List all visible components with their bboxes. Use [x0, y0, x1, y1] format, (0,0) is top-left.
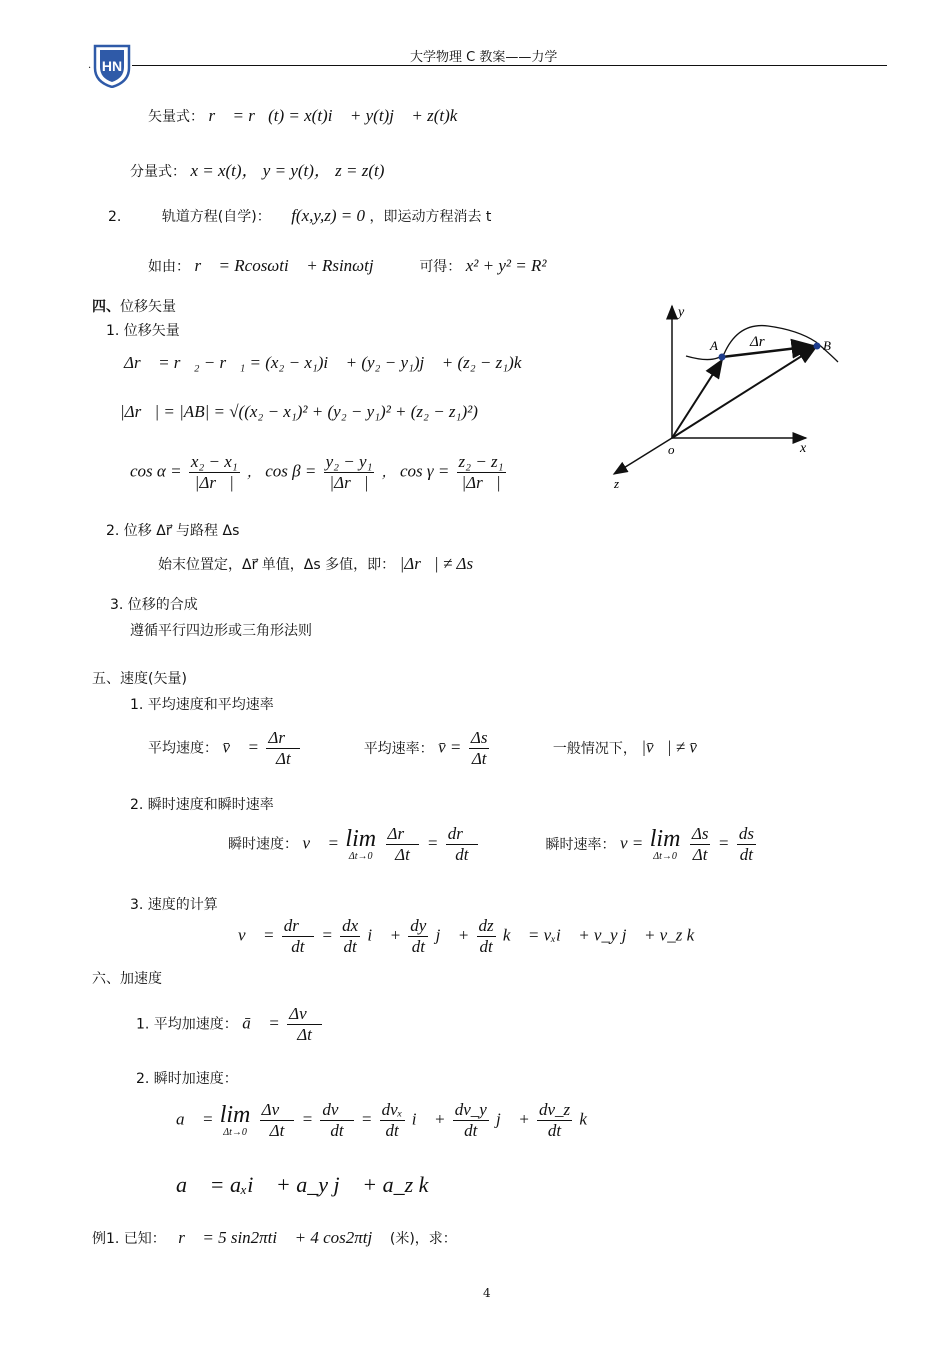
cos-beta-fraction: $\frac{\text{y₂ − y₁}}{|\Delta r⃗|}$ [325, 452, 373, 492]
section-4-item-1: 1. 位移矢量 [106, 323, 180, 339]
delta-r-equation: Δr⃗ = r⃗₂ − r⃗₁ = (x₂ − x₁)i⃗ + (y₂ − y₁)j⃗ + (z₂ − z₁)k⃗ [124, 353, 535, 372]
instantaneous-acceleration-line: a⃗ = lim Δt→0 $\frac{\Delta v⃗}{\Delta t}$ = $\frac{dv⃗}{dt}$ = $\frac{\text{dvₓ}}{dt}$ i⃗ + $\frac{dv\_y}{dt}$ j⃗ + $\frac{dv\_z}{dt}$ k⃗ [176, 1100, 601, 1140]
delta-r-label: Δr⃗ [750, 334, 777, 350]
average-velocity-line: 平均速度： v̄⃗ = $\frac{\Delta r⃗}{\Delta t}$ 平均速率： v̄ = $\frac{\Delta s}{\Delta t}$ 一般情况下， |v̄⃗| ≠ v̄ [148, 728, 697, 768]
section-4-item-2: 2. 位移 Δr⃗ 与路程 Δs [106, 523, 240, 539]
b-label: B [823, 338, 831, 353]
section-6-title: 六、加速度 [92, 971, 162, 987]
section-5-item-1: 1. 平均速度和平均速率 [130, 697, 274, 713]
average-acceleration-line: 1. 平均加速度： ā⃗ = $\frac{\Delta v⃗}{\Delta t}$ [136, 1004, 320, 1044]
page-number: 4 [483, 1286, 491, 1300]
y-label: y [678, 305, 685, 320]
velocity-limit: lim Δt→0 [345, 825, 377, 862]
velocity-calculation-line: v⃗ = $\frac{dr⃗}{dt}$ = $\frac{dx}{dt}$ i⃗ + $\frac{dy}{dt}$ j⃗ + $\frac{dz}{dt}$ k⃗ = vₓi⃗ + v_y j⃗ + v_z k⃗ [238, 916, 708, 956]
svg-text:HN: HN [101, 58, 123, 74]
cos-gamma-fraction: $\frac{\text{z₂ − z₁}}{|\Delta r⃗|}$ [458, 452, 504, 492]
avg-velocity-fraction: $\frac{\Delta r⃗}{\Delta t}$ [268, 728, 299, 768]
vector-form-formula: r⃗ = r⃗(t) = x(t)i⃗ + y(t)j⃗ + z(t)k⃗ [208, 106, 471, 125]
acceleration-components: a⃗ = aₓi⃗ + a_y j⃗ + a_z k⃗ [176, 1172, 446, 1197]
z-axis [614, 438, 672, 474]
component-form-formula: x = x(t)， y = y(t)， z = z(t) [190, 161, 385, 180]
avg-speed-fraction: $\frac{\Delta s}{\Delta t}$ [470, 728, 488, 768]
z-label: z [614, 476, 620, 491]
university-logo-icon [92, 42, 132, 88]
section-4-item-3: 3. 位移的合成 [110, 597, 198, 613]
delta-r-magnitude-equation: |Δr⃗| = |AB| = √((x₂ − x₁)² + (y₂ − y₁)² + (z₂ − z₁)²) [120, 402, 478, 421]
section-5-item-2: 2. 瞬时速度和瞬时速率 [130, 797, 274, 813]
section-5-item-3: 3. 速度的计算 [130, 897, 218, 913]
header-rule [132, 65, 887, 66]
origin-label: o [668, 442, 675, 457]
x-label: x [800, 441, 807, 456]
direction-cosines: cos α = $\frac{\text{x₂ − x₁}}{|\Delta r⃗|}$ ， cos β = $\frac{\text{y₂ − y₁}}{|\Delta r⃗|}$ ， cos γ = $\frac{\text{z₂ − z₁}}{|\Delta r⃗|}$ [130, 452, 504, 492]
r1-vector [672, 360, 722, 438]
circle-example-line: 如由： r⃗ = Rcosωti⃗ + Rsinωtj⃗ 可得： x² + y² = R² [148, 256, 547, 275]
section-6-item-2: 2. 瞬时加速度： [136, 1071, 238, 1087]
header-title: 大学物理 C 教案——力学 [410, 50, 558, 65]
instantaneous-velocity-line: 瞬时速度： v⃗ = lim Δt→0 $\frac{\Delta r⃗}{\Delta t}$ = $\frac{dr⃗}{dt}$ 瞬时速率： v = lim Δt→0 $\frac{\Delta s}{\Delta t}$ = $\frac{ds}{dt}$ [228, 824, 754, 864]
section-4-item-3-text: 遵循平行四边形或三角形法则 [130, 623, 312, 639]
vector-form-label: 矢量式： [148, 109, 204, 125]
acceleration-limit: lim Δt→0 [219, 1101, 251, 1138]
section-4-item-2-text: 始末位置定，Δr⃗ 单值，Δs 多值，即： |Δr⃗| ≠ Δs [158, 554, 474, 573]
r2-vector [672, 347, 816, 438]
vector-form-line [148, 106, 471, 126]
point-b [814, 343, 821, 350]
point-a [719, 354, 726, 361]
component-form-line: 分量式： x = x(t)， y = y(t)， z = z(t) [130, 161, 385, 180]
example-1-line: 例1. 已知： r⃗ = 5 sin2πti⃗ + 4 cos2πtj⃗ (米)，求： [92, 1228, 457, 1247]
section-5-title: 五、速度(矢量) [92, 671, 187, 687]
speed-limit: lim Δt→0 [649, 825, 681, 862]
trajectory-line: 2. 轨道方程(自学)： f(x,y,z) = 0 ，即运动方程消去 t [108, 206, 492, 225]
section-4-title: 四、位移矢量 [92, 299, 176, 315]
avg-acceleration-fraction: $\frac{\Delta v⃗}{\Delta t}$ [289, 1004, 320, 1044]
displacement-diagram [606, 298, 856, 498]
a-label: A [710, 338, 718, 353]
cos-alpha-fraction: $\frac{\text{x₂ − x₁}}{|\Delta r⃗|}$ [190, 452, 238, 492]
